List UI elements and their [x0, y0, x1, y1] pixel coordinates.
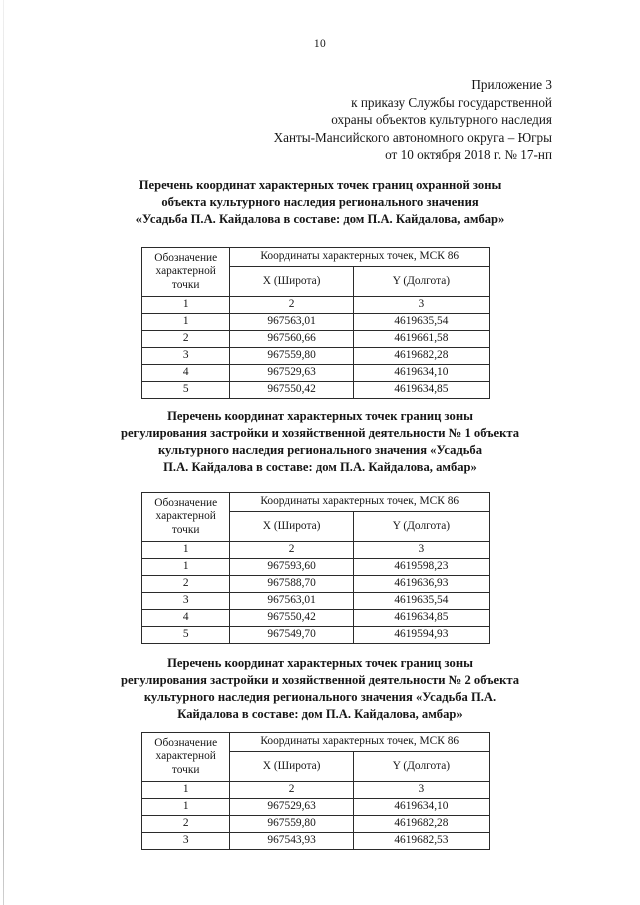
section-title-3-line-4: Кайдалова в составе: дом П.А. Кайдалова, амбар» — [177, 707, 463, 721]
section-title-3-line-1: Перечень координат характерных точек границ зоны — [167, 656, 473, 670]
point-number: 3 — [142, 833, 230, 850]
header-designation — [142, 248, 230, 297]
point-y: 4619635,54 — [353, 314, 489, 331]
header-x: X (Широта) — [230, 512, 353, 542]
point-y: 4619682,28 — [353, 816, 489, 833]
header-line-2: к приказу Службы государственной — [351, 94, 552, 110]
table-column-number-row — [142, 297, 490, 314]
section-title-2-line-1: Перечень координат характерных точек границ зоны — [167, 409, 473, 423]
table-row — [142, 610, 490, 627]
point-y: 4619682,28 — [353, 348, 489, 365]
point-y: 4619634,85 — [353, 610, 489, 627]
section-title-1-line-1: Перечень координат характерных точек границ охранной зоны — [138, 178, 502, 192]
header-designation-l1: Обозначение — [154, 496, 218, 509]
col-num-2: 2 — [230, 297, 353, 314]
header-line-4: Ханты-Мансийского автономного округа – Югры — [273, 129, 552, 145]
section-title-1-line-2: объекта культурного наследия регионального значения — [161, 195, 479, 209]
point-number: 5 — [142, 627, 230, 644]
col-num-1: 1 — [142, 542, 230, 559]
header-x: X (Широта) — [230, 752, 353, 782]
table-row — [142, 314, 490, 331]
point-number: 1 — [142, 799, 230, 816]
table-row — [142, 559, 490, 576]
section-title-2-line-3: культурного наследия регионального значения «Усадьба — [157, 443, 483, 457]
point-x: 967549,70 — [230, 627, 353, 644]
table-row — [142, 348, 490, 365]
point-number: 1 — [142, 314, 230, 331]
point-number: 3 — [142, 348, 230, 365]
section-title-3 — [70, 655, 570, 723]
table-header-row — [142, 733, 490, 752]
header-y: Y (Долгота) — [353, 752, 489, 782]
point-number: 1 — [142, 559, 230, 576]
scan-artifact-line — [3, 0, 4, 905]
header-designation-l3: точки — [171, 278, 200, 291]
point-number: 5 — [142, 382, 230, 399]
table-row — [142, 576, 490, 593]
point-y: 4619682,53 — [353, 833, 489, 850]
point-number: 2 — [142, 576, 230, 593]
section-title-2 — [70, 408, 570, 476]
header-designation-l1: Обозначение — [154, 736, 218, 749]
col-num-2: 2 — [230, 542, 353, 559]
point-y: 4619598,23 — [353, 559, 489, 576]
header-designation-l1: Обозначение — [154, 251, 218, 264]
point-x: 967550,42 — [230, 610, 353, 627]
table-row — [142, 331, 490, 348]
document-header — [274, 76, 552, 164]
point-number: 3 — [142, 593, 230, 610]
header-designation-l3: точки — [171, 523, 200, 536]
point-number: 4 — [142, 365, 230, 382]
page-number: 10 — [313, 38, 327, 50]
header-line-5: от 10 октября 2018 г. № 17-нп — [385, 147, 552, 162]
point-x: 967560,66 — [230, 331, 353, 348]
point-x: 967550,42 — [230, 382, 353, 399]
section-title-3-line-3: культурного наследия регионального значения «Усадьба П.А. — [143, 690, 497, 704]
header-line-3: охраны объектов культурного наследия — [331, 112, 552, 127]
table-row — [142, 833, 490, 850]
table-row — [142, 593, 490, 610]
header-y: Y (Долгота) — [353, 512, 489, 542]
header-coordinates-span: Координаты характерных точек, МСК 86 — [230, 493, 490, 512]
table-row — [142, 627, 490, 644]
header-designation-l2: характерной — [155, 510, 216, 523]
col-num-1: 1 — [142, 782, 230, 799]
table-row — [142, 799, 490, 816]
header-line-1: Приложение 3 — [471, 77, 552, 92]
coordinates-table-3 — [141, 732, 490, 850]
col-num-1: 1 — [142, 297, 230, 314]
point-x: 967543,93 — [230, 833, 353, 850]
point-y: 4619594,93 — [353, 627, 489, 644]
header-designation-l3: точки — [171, 763, 200, 776]
point-y: 4619635,54 — [353, 593, 489, 610]
point-y: 4619636,93 — [353, 576, 489, 593]
col-num-3: 3 — [353, 297, 489, 314]
table-column-number-row — [142, 542, 490, 559]
section-title-3-line-2: регулирования застройки и хозяйственной деятельности № 2 объекта — [120, 673, 520, 687]
section-title-2-line-4: П.А. Кайдалова в составе: дом П.А. Кайдалова, амбар» — [163, 460, 477, 474]
table-column-number-row — [142, 782, 490, 799]
point-y: 4619634,85 — [353, 382, 489, 399]
col-num-2: 2 — [230, 782, 353, 799]
point-y: 4619634,10 — [353, 365, 489, 382]
coordinates-table-2 — [141, 492, 490, 644]
header-y: Y (Долгота) — [353, 267, 489, 297]
point-x: 967563,01 — [230, 593, 353, 610]
header-x: X (Широта) — [230, 267, 353, 297]
point-y: 4619661,58 — [353, 331, 489, 348]
point-x: 967593,60 — [230, 559, 353, 576]
table-row — [142, 816, 490, 833]
point-number: 4 — [142, 610, 230, 627]
section-title-2-line-2: регулирования застройки и хозяйственной деятельности № 1 объекта — [120, 426, 520, 440]
point-number: 2 — [142, 816, 230, 833]
point-x: 967559,80 — [230, 348, 353, 365]
header-coordinates-span: Координаты характерных точек, МСК 86 — [230, 248, 490, 267]
header-designation — [142, 493, 230, 542]
col-num-3: 3 — [353, 782, 489, 799]
header-designation-l2: характерной — [155, 750, 216, 763]
section-title-1-line-3: «Усадьба П.А. Кайдалова в составе: дом П.А. Кайдалова, амбар» — [135, 212, 505, 226]
point-x: 967559,80 — [230, 816, 353, 833]
col-num-3: 3 — [353, 542, 489, 559]
table-row — [142, 365, 490, 382]
header-designation-l2: характерной — [155, 265, 216, 278]
point-number: 2 — [142, 331, 230, 348]
header-coordinates-span: Координаты характерных точек, МСК 86 — [230, 733, 490, 752]
point-x: 967588,70 — [230, 576, 353, 593]
table-header-row — [142, 493, 490, 512]
point-x: 967529,63 — [230, 365, 353, 382]
point-y: 4619634,10 — [353, 799, 489, 816]
header-designation — [142, 733, 230, 782]
table-row — [142, 382, 490, 399]
coordinates-table-1 — [141, 247, 490, 399]
point-x: 967529,63 — [230, 799, 353, 816]
table-header-row — [142, 248, 490, 267]
section-title-1 — [70, 177, 570, 228]
point-x: 967563,01 — [230, 314, 353, 331]
